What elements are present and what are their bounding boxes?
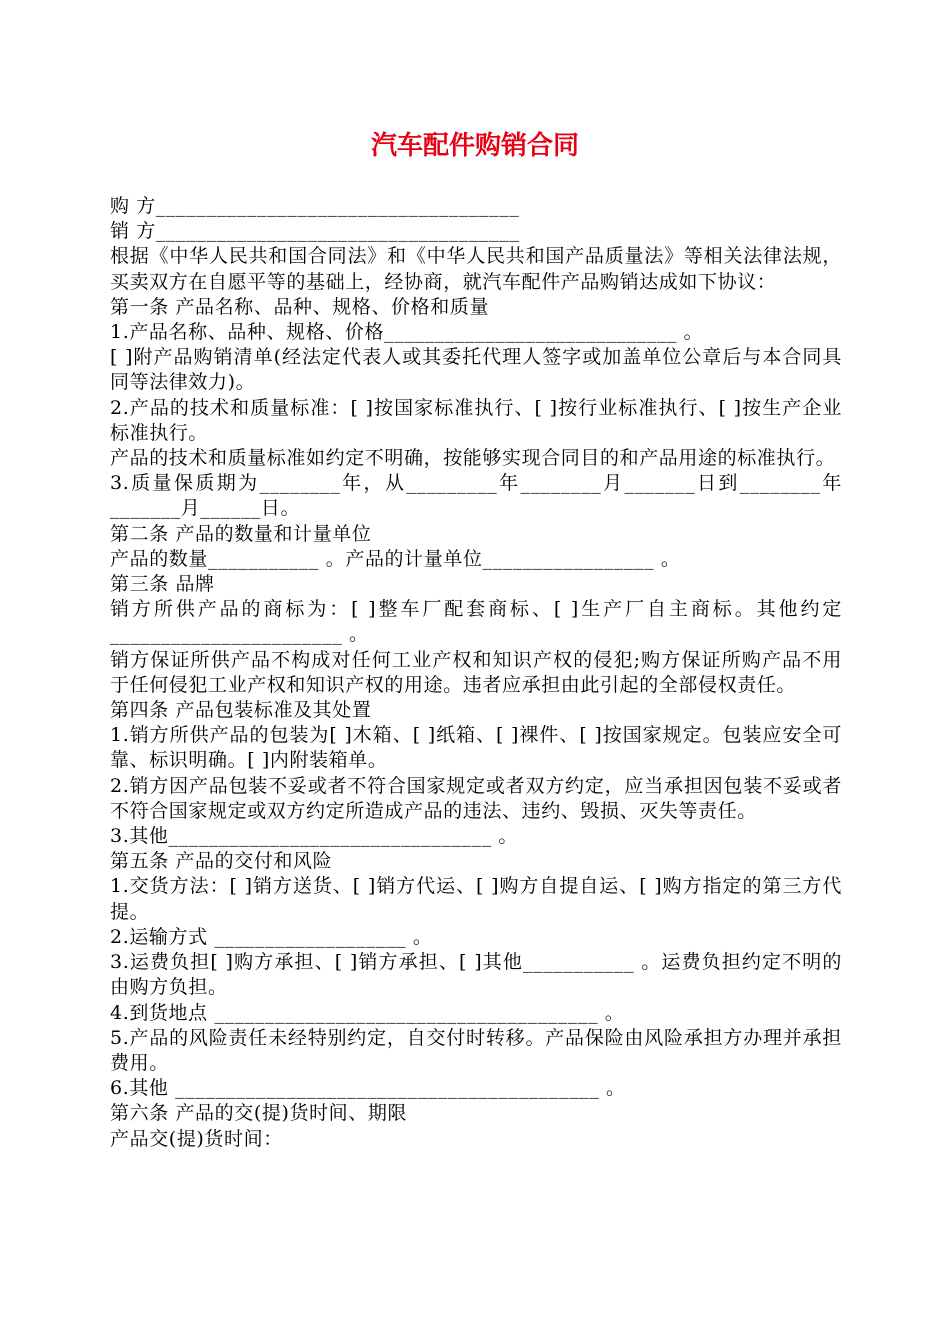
article-5-item-5: 5.产品的风险责任未经特别约定，自交付时转移。产品保险由风险承担方办理并承担费用。	[110, 1026, 842, 1074]
article-4-heading: 第四条 产品包装标准及其处置	[110, 699, 372, 722]
article-1-heading: 第一条 产品名称、品种、规格、价格和质量	[110, 295, 490, 318]
article-1-item-2: 2.产品的技术和质量标准：[ ]按国家标准执行、[ ]按行业标准执行、[ ]按生产企业标准执行。	[110, 396, 842, 444]
seller-line: 销 方____________________________________	[110, 220, 520, 243]
article-5-item-2: 2.运输方式 ___________________ 。	[110, 925, 433, 948]
article-5-item-3: 3.运费负担[ ]购方承担、[ ]销方承担、[ ]其他___________ 。运费负担约定不明的由购方负担。	[110, 951, 842, 999]
buyer-line: 购 方____________________________________	[110, 195, 520, 217]
article-5-item-6: 6.其他 __________________________________________ 。	[110, 1077, 626, 1100]
article-4-item-2: 2.销方因产品包装不妥或者不符合国家规定或者双方约定，应当承担因包装不妥或者不符合国家规定或双方约定所造成产品的违法、违约、毁损、灭失等责任。	[110, 774, 842, 822]
article-2-quantity: 产品的数量___________ 。产品的计量单位_________________ 。	[110, 547, 681, 570]
article-3-ip-clause: 销方保证所供产品不构成对任何工业产权和知识产权的侵犯;购方保证所购产品不用于任何侵犯工业产权和知识产权的用途。违者应承担由此引起的全部侵权责任。	[110, 648, 842, 696]
article-1-item-1: 1.产品名称、品种、规格、价格_____________________________ 。	[110, 321, 704, 344]
article-5-item-1: 1.交货方法：[ ]销方送货、[ ]销方代运、[ ]购方自提自运、[ ]购方指定的第三方代提。	[110, 875, 842, 923]
article-6-heading: 第六条 产品的交(提)货时间、期限	[110, 1102, 408, 1125]
article-6-delivery-time: 产品交(提)货时间：	[110, 1127, 283, 1150]
article-1-item-3: 3.质量保质期为________年，从_________年________月_______日到________年_______月______日。	[110, 472, 842, 520]
article-5-heading: 第五条 产品的交付和风险	[110, 850, 333, 873]
article-2-heading: 第二条 产品的数量和计量单位	[110, 522, 372, 545]
article-1-standard-note: 产品的技术和质量标准如约定不明确，按能够实现合同目的和产品用途的标准执行。	[110, 447, 836, 470]
article-4-item-1: 1.销方所供产品的包装为[ ]木箱、[ ]纸箱、[ ]裸件、[ ]按国家规定。包装应安全可靠、标识明确。[ ]内附装箱单。	[110, 724, 842, 772]
article-3-trademark: 销方所供产品的商标为：[ ]整车厂配套商标、[ ]生产厂自主商标。其他约定 _______________________ 。	[110, 598, 842, 646]
preamble: 根据《中华人民共和国合同法》和《中华人民共和国产品质量法》等相关法律法规，买卖双方在自愿平等的基础上，经协商，就汽车配件产品购销达成如下协议：	[110, 245, 842, 293]
article-3-heading: 第三条 品牌	[110, 573, 215, 596]
article-4-item-3: 3.其他________________________________ 。	[110, 825, 518, 848]
article-5-item-4: 4.到货地点 ______________________________________ 。	[110, 1001, 625, 1024]
document-title: 汽车配件购销合同	[370, 131, 579, 161]
contract-body	[110, 194, 842, 1152]
article-1-checklist: [ ]附产品购销清单(经法定代表人或其委托代理人签字或加盖单位公章后与本合同具同等法律效力)。	[110, 346, 842, 394]
